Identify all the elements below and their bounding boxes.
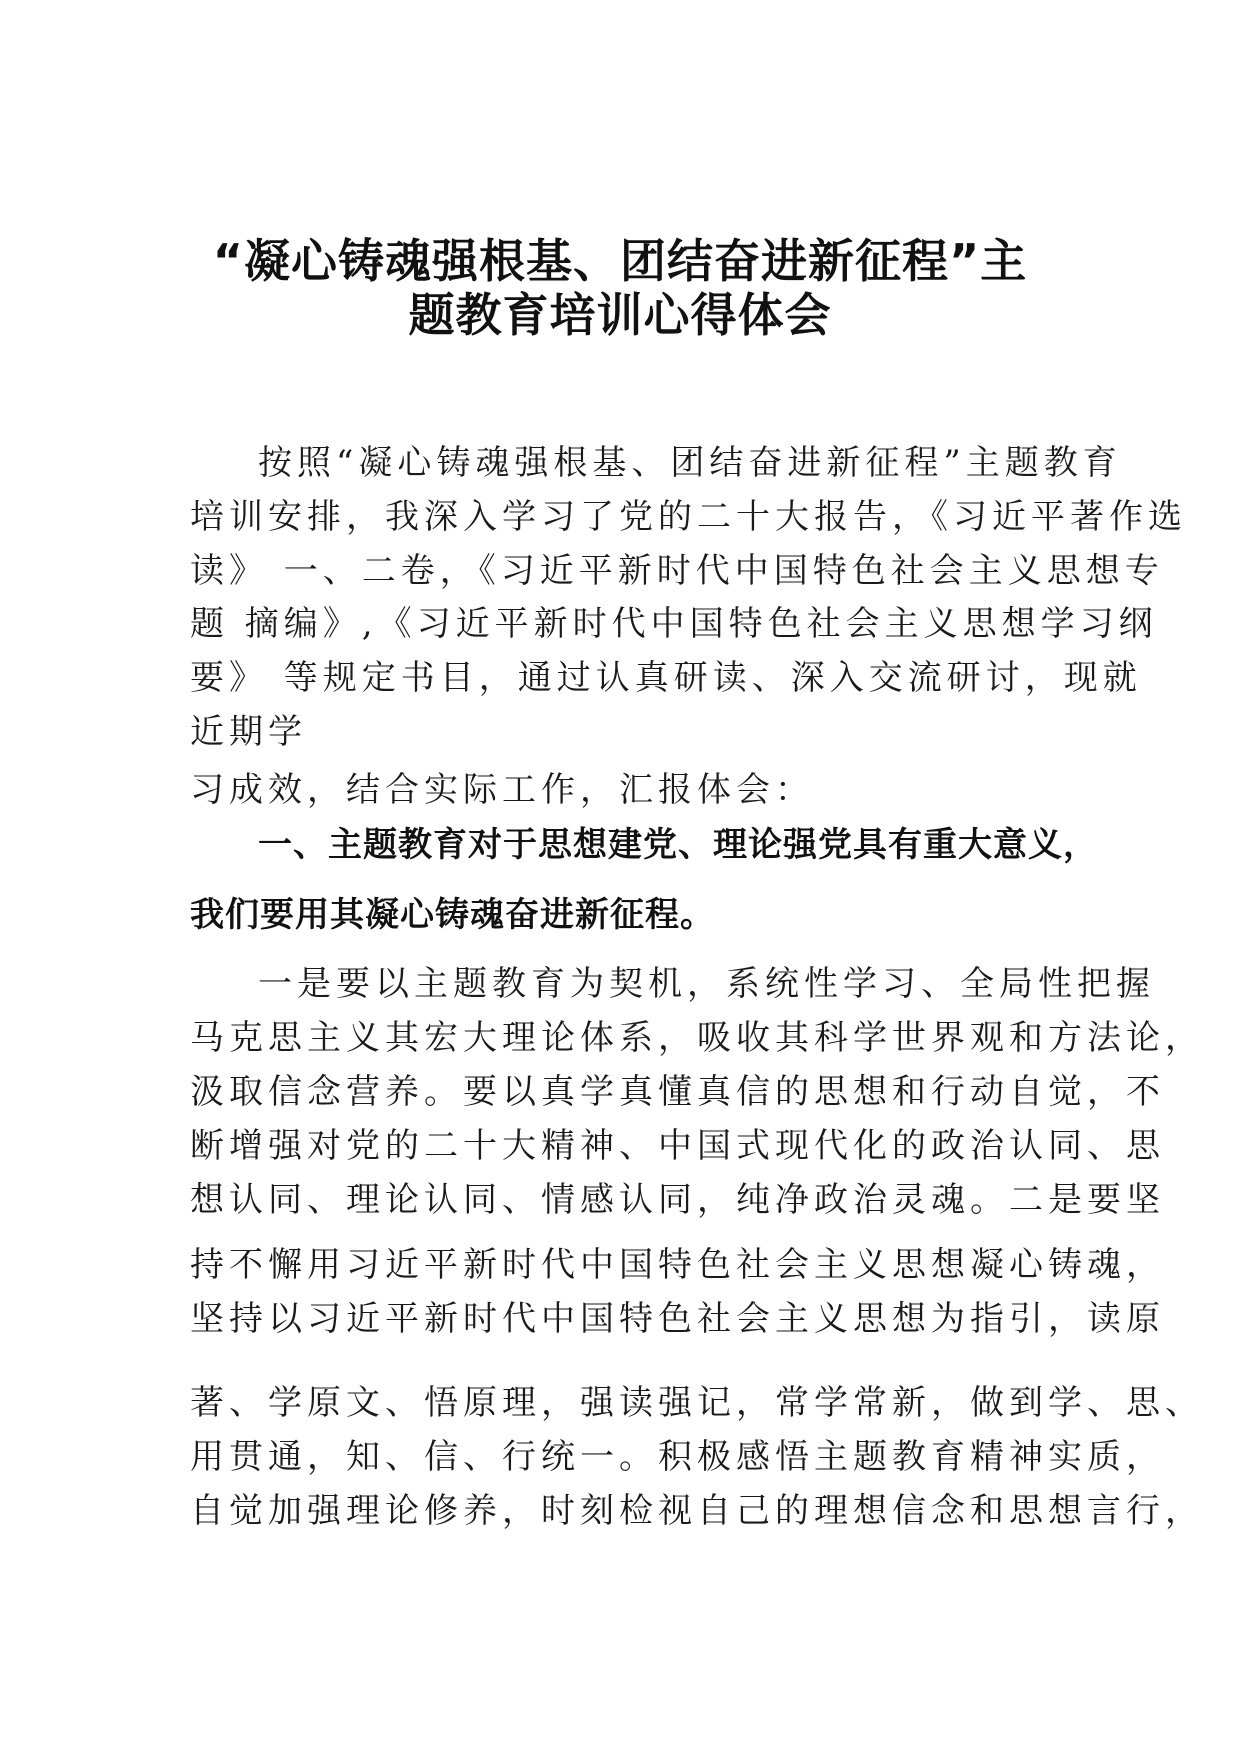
intro-line: 培训安排，我深入学习了党的二十大报告，《习近平著作选: [190, 497, 1187, 537]
intro-line: 习成效，结合实际工作，汇报体会：: [190, 770, 814, 810]
intro-line: 近期学: [190, 712, 307, 752]
section-heading-line-2: 我们要用其凝心铸魂奋进新征程。: [190, 895, 715, 935]
intro-line: 题 摘编》,《习近平新时代中国特色社会主义思想学习纲: [190, 604, 1158, 644]
body-line: 想认同、理论认同、情感认同，纯净政治灵魂。二是要坚: [190, 1180, 1165, 1220]
intro-line: 要》 等规定书目，通过认真研读、深入交流研讨，现就: [190, 658, 1142, 698]
intro-line: 读》 一、二卷，《习近平新时代中国特色社会主义思想专: [190, 551, 1164, 591]
body-line: 一是要以主题教育为契机，系统性学习、全局性把握: [258, 964, 1155, 1004]
body-line: 持不懈用习近平新时代中国特色社会主义思想凝心铸魂，: [190, 1245, 1165, 1285]
document-title-line-1: “凝心铸魂强根基、团结奋进新征程”主: [212, 234, 1028, 288]
body-line: 用贯通，知、信、行统一。积极感悟主题教育精神实质，: [190, 1437, 1165, 1477]
body-line: 马克思主义其宏大理论体系，吸收其科学世界观和方法论，: [190, 1018, 1204, 1058]
body-line: 著、学原文、悟原理，强读强记，常学常新，做到学、思、: [190, 1383, 1204, 1423]
intro-line: 按照“凝心铸魂强根基、团结奋进新征程”主题教育: [258, 443, 1122, 483]
body-line: 汲取信念营养。要以真学真懂真信的思想和行动自觉，不: [190, 1072, 1165, 1112]
body-line: 坚持以习近平新时代中国特色社会主义思想为指引，读原: [190, 1299, 1165, 1339]
body-line: 自觉加强理论修养，时刻检视自己的理想信念和思想言行，: [190, 1491, 1204, 1531]
section-heading-line-1: 一、主题教育对于思想建党、理论强党具有重大意义，: [258, 825, 1098, 865]
body-line: 断增强对党的二十大精神、中国式现代化的政治认同、思: [190, 1126, 1165, 1166]
document-title-line-2: 题教育培训心得体会: [408, 288, 832, 342]
